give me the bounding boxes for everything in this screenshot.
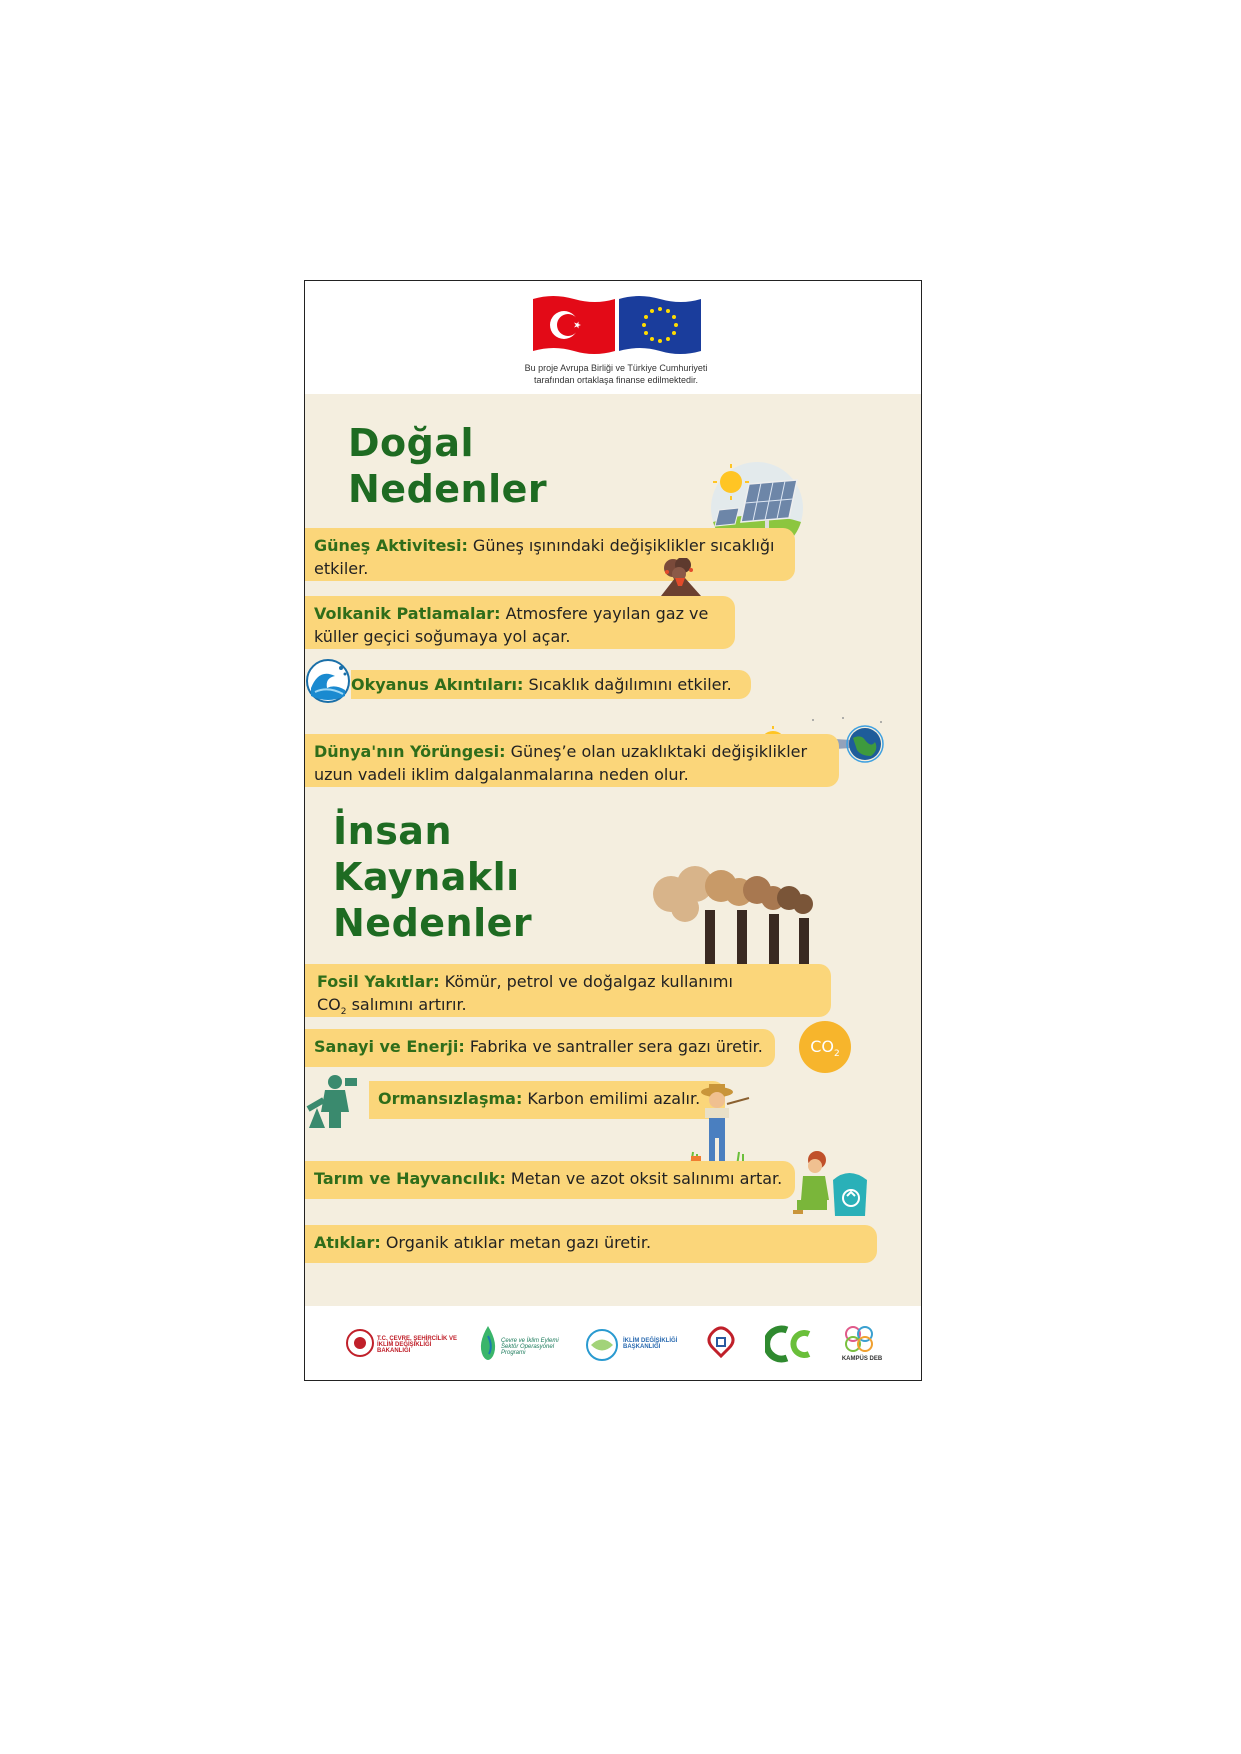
human-title-line3: Nedenler: [333, 901, 533, 945]
ceiesop-drop-icon: [477, 1324, 499, 1364]
desc-fossil-fuels-2: salımını artırır.: [346, 995, 467, 1014]
ceiesop-logo: [477, 1324, 577, 1366]
farmer-icon: [687, 1082, 751, 1170]
ecological-green-logo-icon: [765, 1324, 815, 1366]
kampus-clover-icon: [841, 1324, 877, 1354]
term-agriculture: Tarım ve Hayvancılık:: [314, 1169, 506, 1188]
term-deforestation: Ormansızlaşma:: [378, 1089, 523, 1108]
natural-item-sun: [305, 528, 795, 581]
human-item-industry: [305, 1029, 775, 1067]
term-waste: Atıklar:: [314, 1233, 381, 1252]
term-fossil-fuels: Fosil Yakıtlar:: [317, 972, 440, 991]
factory-chimneys-icon: [651, 864, 817, 968]
content-panel: [305, 394, 921, 1306]
term-solar-activity: Güneş Aktivitesi:: [314, 536, 468, 555]
co2-subscript: 2: [340, 1007, 347, 1018]
natural-title-line2: Nedenler: [348, 467, 548, 511]
ceiesop-logo-text: Çevre ve İklim Eylemi Sektör Operasyonel Programı: [501, 1338, 559, 1356]
kampus-deb-logo: [837, 1324, 887, 1366]
funding-caption-line1: Bu proje Avrupa Birliği ve Türkiye Cumhuriyeti: [524, 363, 708, 373]
desc-fossil-fuels: Kömür, petrol ve doğalgaz kullanımı: [439, 972, 733, 991]
term-ocean-currents: Okyanus Akıntıları:: [351, 675, 524, 694]
desc-earth-orbit: Güneş’e olan uzaklıktaki değişiklikler uzun vadeli iklim dalgalanmalarına neden olur.: [314, 742, 808, 784]
poster: [304, 280, 922, 1381]
term-industry-energy: Sanayi ve Enerji:: [314, 1037, 465, 1056]
ministry-seal-icon: [345, 1328, 375, 1358]
turkey-flag-icon: [531, 293, 617, 357]
human-item-waste: [305, 1225, 877, 1263]
footer-logos: [305, 1306, 921, 1380]
eu-flag-icon: [617, 293, 703, 357]
deforestation-icon: [305, 1072, 361, 1128]
climate-directorate-text: İKLİM DEĞİŞİKLİĞİ BAŞKANLIĞI: [623, 1338, 678, 1350]
ocean-wave-icon: [305, 658, 351, 704]
human-item-agriculture: [305, 1161, 795, 1199]
desc-waste: Organik atıklar metan gazı üretir.: [380, 1233, 652, 1252]
desc-volcanic: Atmosfere yayılan gaz ve küller geçici soğumaya yol açar.: [314, 604, 709, 646]
funding-caption-line2: tarafından ortaklaşa finanse edilmektedir.: [533, 375, 699, 385]
human-item-deforestation: [369, 1081, 725, 1119]
term-earth-orbit: Dünya'nın Yörüngesi:: [314, 742, 506, 761]
natural-item-ocean: [351, 670, 751, 699]
human-item-fossil: [305, 964, 831, 1017]
co2-badge-subscript: 2: [834, 1049, 840, 1060]
desc-industry-energy: Fabrika ve santraller sera gazı üretir.: [464, 1037, 763, 1056]
co2-text: CO: [317, 995, 341, 1014]
natural-title-line1: Doğal: [348, 421, 475, 465]
desc-solar-activity: Güneş ışınındaki değişiklikler sıcaklığı etkiler.: [314, 536, 775, 578]
funding-caption: [511, 362, 721, 386]
kampus-deb-text: KAMPÜS DEB: [841, 1356, 883, 1362]
climate-directorate-logo: [585, 1324, 681, 1366]
desc-ocean-currents: Sıcaklık dağılımını etkiler.: [523, 675, 732, 694]
co2-badge-icon: [799, 1021, 851, 1073]
recycling-woman-icon: [789, 1150, 873, 1220]
natural-item-volcano: [305, 596, 735, 649]
term-volcanic: Volkanik Patlamalar:: [314, 604, 501, 623]
municipality-logo-icon: [701, 1324, 741, 1366]
climate-globe-icon: [585, 1328, 619, 1362]
desc-agriculture: Metan ve azot oksit salınımı artar.: [505, 1169, 783, 1188]
ministry-logo: [345, 1324, 463, 1366]
header: [305, 281, 921, 394]
desc-deforestation: Karbon emilimi azalır.: [522, 1089, 701, 1108]
human-title-line1: İnsan: [333, 809, 453, 853]
volcano-icon: [651, 558, 709, 596]
co2-badge-text: CO: [810, 1037, 835, 1056]
human-causes-title: [333, 808, 532, 946]
ministry-logo-text: T.C. ÇEVRE, ŞEHİRCİLİK VE İKLİM DEĞİŞİKLİĞİ BAKANLIĞI: [377, 1336, 458, 1354]
human-title-line2: Kaynaklı: [333, 855, 520, 899]
natural-causes-title: [348, 420, 547, 512]
natural-item-orbit: [305, 734, 839, 787]
